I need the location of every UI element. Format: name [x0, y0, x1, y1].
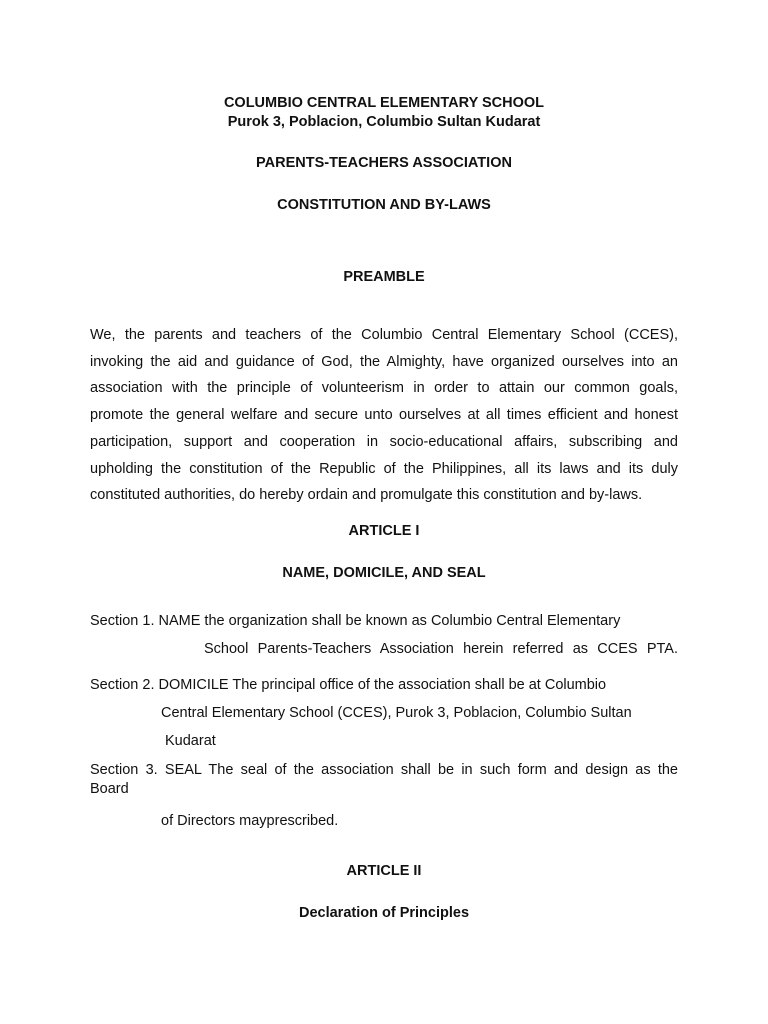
section-2-line: Section 2. DOMICILE The principal office of the association shall be at Columbio — [90, 677, 607, 693]
section-2-line: Central Elementary School (CCES), Purok 3, Poblacion, Columbio Sultan — [161, 705, 632, 721]
preamble-line: association with the principle of volunteerism in order to attain our common goals, — [90, 380, 678, 397]
preamble-paragraph — [90, 322, 678, 509]
school-name: COLUMBIO CENTRAL ELEMENTARY SCHOOL — [223, 95, 545, 111]
preamble-line: upholding the constitution of the Republic of the Philippines, all its laws and its duly — [90, 460, 678, 477]
section-3-line: Section 3. SEAL The seal of the association shall be in such form and design as the — [90, 762, 678, 778]
section-1-line: Section 1. NAME the organization shall be known as Columbio Central Elementary — [90, 613, 621, 629]
article-2-subheading: Declaration of Principles — [298, 905, 470, 921]
preamble-line: participation, support and cooperation in socio-educational affairs, subscribing and — [90, 433, 678, 450]
section-2-line: Kudarat — [165, 733, 216, 749]
preamble-line: We, the parents and teachers of the Columbio Central Elementary School (CCES), — [90, 327, 678, 343]
section-1-line: School Parents-Teachers Association herein referred as CCES PTA. — [204, 641, 678, 657]
school-address: Purok 3, Poblacion, Columbio Sultan Kudarat — [227, 114, 541, 130]
article-2-heading: ARTICLE II — [346, 863, 422, 879]
preamble-heading: PREAMBLE — [343, 269, 425, 285]
preamble-line: promote the general welfare and secure unto ourselves at all times efficient and honest — [90, 407, 678, 424]
document-title: CONSTITUTION AND BY-LAWS — [277, 197, 491, 213]
association-title: PARENTS-TEACHERS ASSOCIATION — [256, 155, 512, 171]
section-3-line: Board — [90, 781, 129, 797]
preamble-line: invoking the aid and guidance of God, the Almighty, have organized ourselves into an — [90, 353, 678, 370]
article-1-heading: ARTICLE I — [348, 523, 420, 539]
article-1-subheading: NAME, DOMICILE, AND SEAL — [282, 565, 486, 581]
preamble-line: constituted authorities, do hereby ordain and promulgate this constitution and by-laws. — [90, 487, 643, 504]
section-3-line: of Directors mayprescribed. — [161, 813, 339, 829]
